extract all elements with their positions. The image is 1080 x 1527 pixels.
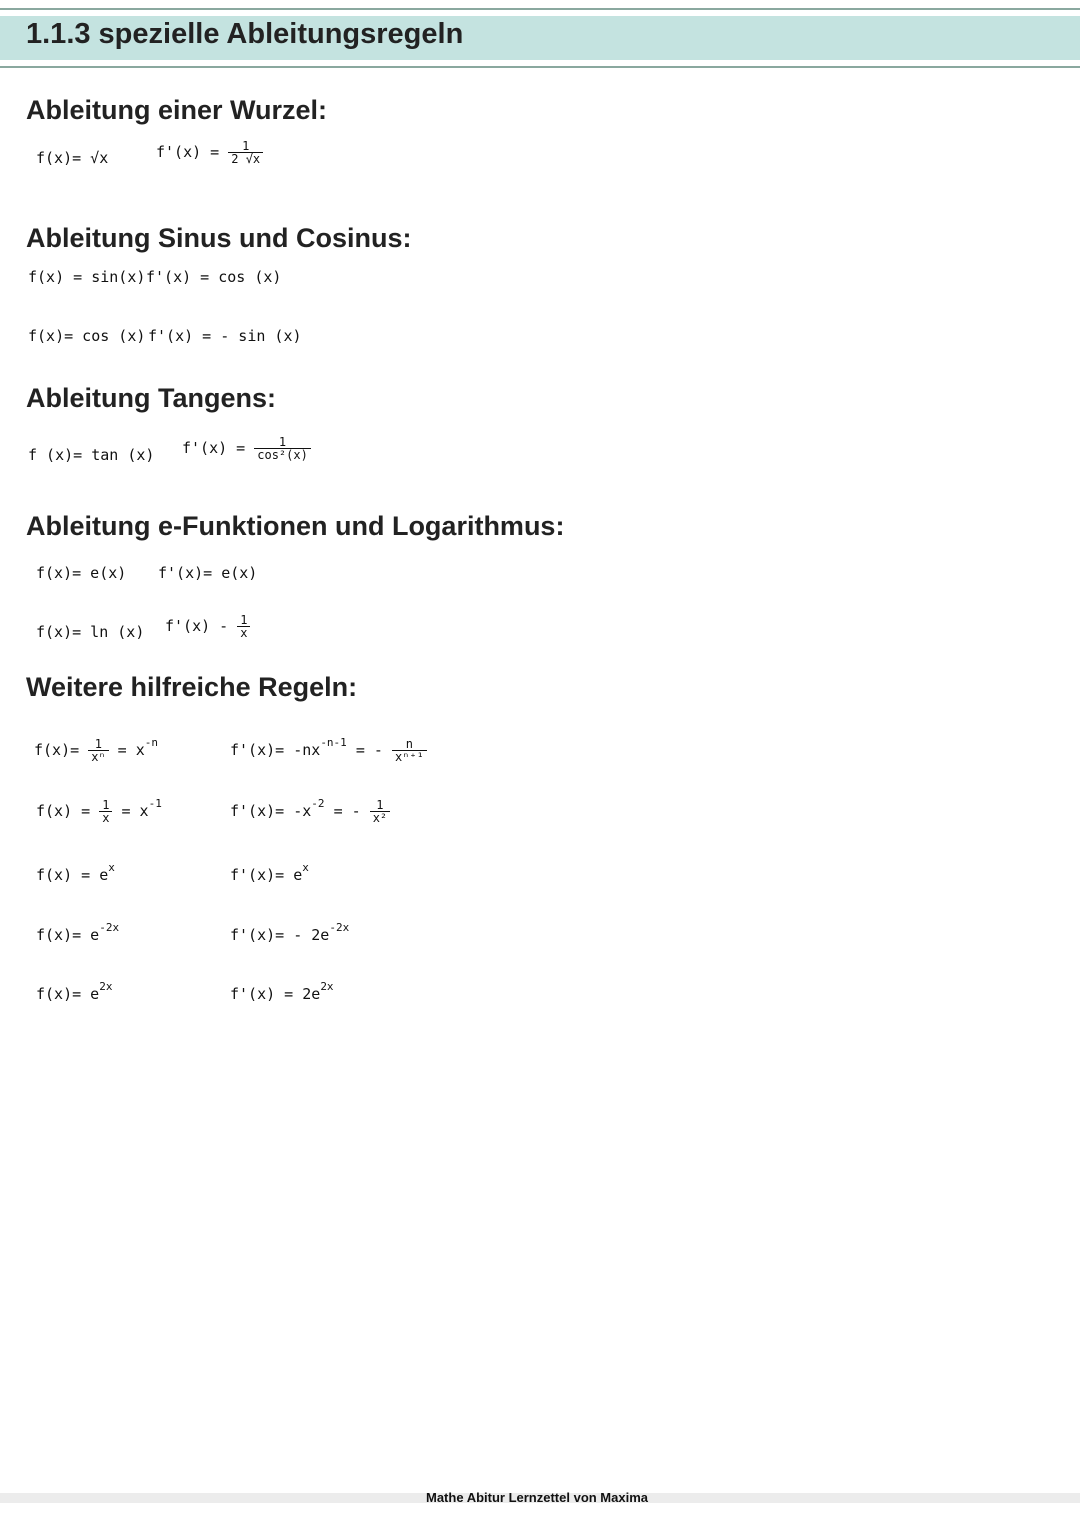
rule2-derivative-prefix: f'(x)= -x: [230, 802, 312, 820]
fraction-denominator: x²: [372, 811, 388, 825]
page-title: 1.1.3 spezielle Ableitungsregeln: [26, 18, 464, 50]
rule2-function-exponent: -1: [148, 797, 162, 810]
fraction-numerator: 1: [228, 140, 263, 153]
rule3-derivative-base: f'(x)= e: [230, 866, 303, 884]
tangens-derivative-fraction: [254, 436, 311, 461]
rule2-function: [36, 794, 162, 824]
ln-derivative: [165, 614, 250, 639]
rule2-derivative: [230, 794, 390, 824]
fraction-denominator: x: [102, 811, 110, 825]
rule4-derivative: [230, 918, 349, 945]
cosinus-function: f(x)= cos (x): [28, 327, 146, 345]
rule1-derivative: [230, 733, 427, 763]
rule1-function-exponent: -n: [144, 736, 159, 749]
fraction-numerator: 1: [237, 614, 250, 627]
fraction-denominator: cos²(x): [257, 448, 308, 462]
rule2-function-eq: = x: [121, 802, 149, 820]
rule1-derivative-prefix: f'(x)= -nx: [230, 741, 321, 759]
fraction-denominator: xⁿ: [91, 750, 106, 764]
sinus-derivative: f'(x) = cos (x): [146, 268, 282, 286]
wurzel-derivative-prefix: f'(x) =: [156, 143, 220, 161]
rule5-function-base: f(x)= e: [36, 985, 100, 1003]
rule3-derivative: [230, 858, 309, 885]
wurzel-function: f(x)= √x: [36, 149, 109, 167]
fraction-numerator: 1: [370, 799, 390, 812]
fraction-numerator: 1: [254, 436, 311, 449]
fraction-denominator: x: [240, 626, 248, 640]
heading-sinus-cosinus: Ableitung Sinus und Cosinus:: [26, 223, 412, 253]
heading-e-funktionen: Ableitung e-Funktionen und Logarithmus:: [26, 511, 565, 541]
rule3-function-base: f(x) = e: [36, 866, 109, 884]
rule4-derivative-exponent: -2x: [329, 921, 350, 934]
ln-derivative-prefix: f'(x) -: [165, 617, 229, 635]
fraction-numerator: n: [392, 738, 427, 751]
fraction-denominator: xⁿ⁺¹: [394, 750, 424, 764]
rule1-function: [34, 733, 158, 763]
tangens-derivative-prefix: f'(x) =: [182, 439, 246, 457]
fraction-denominator: 2 √x: [231, 152, 261, 166]
heading-tangens: Ableitung Tangens:: [26, 383, 276, 413]
fraction-numerator: 1: [99, 799, 112, 812]
rule1-derivative-exponent: -n-1: [320, 736, 347, 749]
rule1-function-fraction: [88, 738, 108, 763]
rule5-derivative: [230, 977, 334, 1004]
rule5-function-exponent: 2x: [99, 980, 113, 993]
rule1-derivative-fraction: [392, 738, 427, 763]
wurzel-derivative: [156, 140, 263, 165]
rule5-derivative-exponent: 2x: [320, 980, 334, 993]
rule3-function-exponent: x: [108, 861, 115, 874]
rule5-function: [36, 977, 112, 1004]
title-band: [0, 8, 1080, 68]
e-derivative: f'(x)= e(x): [158, 564, 258, 582]
fraction-numerator: 1: [88, 738, 108, 751]
rule1-function-prefix: f(x)=: [34, 741, 80, 759]
rule2-derivative-exponent: -2: [311, 797, 325, 810]
ln-function: f(x)= ln (x): [36, 623, 145, 641]
rule1-derivative-eq: = -: [355, 741, 383, 759]
rule5-derivative-base: f'(x) = 2e: [230, 985, 321, 1003]
ln-derivative-fraction: [237, 614, 250, 639]
rule4-function-exponent: -2x: [99, 921, 120, 934]
e-function: f(x)= e(x): [36, 564, 127, 582]
rule3-function: [36, 858, 115, 885]
wurzel-derivative-fraction: [228, 140, 263, 165]
rule2-derivative-fraction: [370, 799, 390, 824]
rule2-derivative-eq: = -: [333, 802, 361, 820]
rule4-function: [36, 918, 119, 945]
footer-text: Mathe Abitur Lernzettel von Maxima: [426, 1490, 648, 1505]
rule1-function-eq: = x: [117, 741, 145, 759]
tangens-function: f (x)= tan (x): [28, 446, 155, 464]
heading-weitere-regeln: Weitere hilfreiche Regeln:: [26, 672, 358, 702]
rule4-function-base: f(x)= e: [36, 926, 100, 944]
cosinus-derivative: f'(x) = - sin (x): [148, 327, 302, 345]
rule2-function-fraction: [99, 799, 112, 824]
heading-wurzel: Ableitung einer Wurzel:: [26, 95, 328, 125]
sinus-function: f(x) = sin(x): [28, 268, 146, 286]
rule2-function-prefix: f(x) =: [36, 802, 91, 820]
rule3-derivative-exponent: x: [302, 861, 309, 874]
tangens-derivative: [182, 436, 311, 461]
rule4-derivative-base: f'(x)= - 2e: [230, 926, 330, 944]
